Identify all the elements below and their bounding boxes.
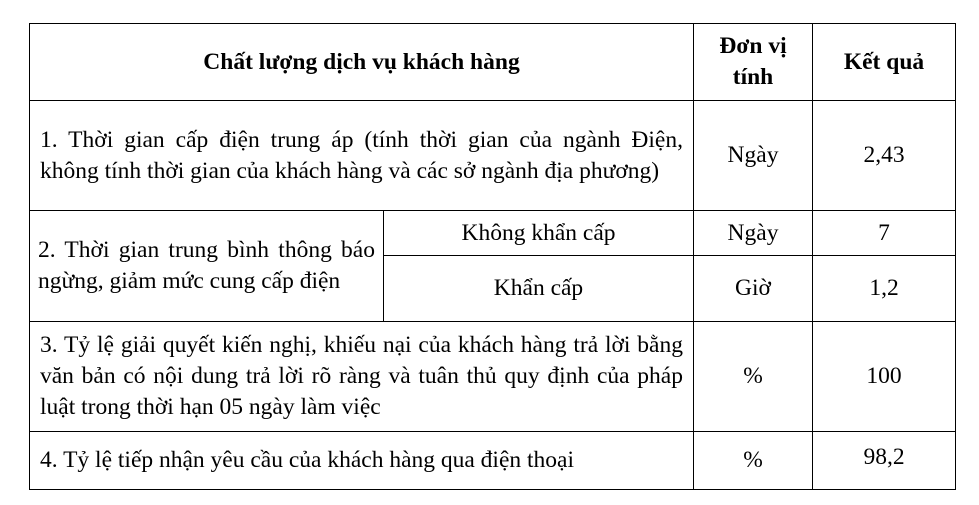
row-3-result: 100	[813, 322, 956, 432]
row-2a-result: 7	[813, 211, 956, 256]
header-result: Kết quả	[813, 24, 956, 101]
row-2a-unit: Ngày	[694, 211, 813, 256]
row-1-unit: Ngày	[694, 101, 813, 211]
row-4-label: 4. Tỷ lệ tiếp nhận yêu cầu của khách hàng qua điện thoại	[30, 432, 694, 490]
row-2b-result: 1,2	[813, 256, 956, 322]
row-2b-type: Khẩn cấp	[384, 256, 694, 322]
table-row	[30, 211, 956, 256]
service-quality-table	[29, 23, 956, 490]
row-4-unit: %	[694, 432, 813, 490]
header-criteria: Chất lượng dịch vụ khách hàng	[30, 24, 694, 101]
row-2-label: 2. Thời gian trung bình thông báo ngừng, giảm mức cung cấp điện	[30, 211, 384, 322]
row-2b-unit: Giờ	[694, 256, 813, 322]
table-header-row	[30, 24, 956, 101]
row-1-label: 1. Thời gian cấp điện trung áp (tính thời gian của ngành Điện, không tính thời gian của khách hàng và các sở ngành địa phương)	[30, 101, 694, 211]
row-4-result: 98,2	[813, 432, 956, 490]
row-1-result: 2,43	[813, 101, 956, 211]
header-unit: Đơn vị tính	[694, 24, 813, 101]
table-row	[30, 322, 956, 432]
table-row	[30, 101, 956, 211]
row-3-unit: %	[694, 322, 813, 432]
table-row	[30, 432, 956, 490]
row-3-label: 3. Tỷ lệ giải quyết kiến nghị, khiếu nại của khách hàng trả lời bằng văn bản có nội dung trả lời rõ ràng và tuân thủ quy định của pháp luật trong thời hạn 05 ngày làm việc	[30, 322, 694, 432]
row-2a-type: Không khẩn cấp	[384, 211, 694, 256]
